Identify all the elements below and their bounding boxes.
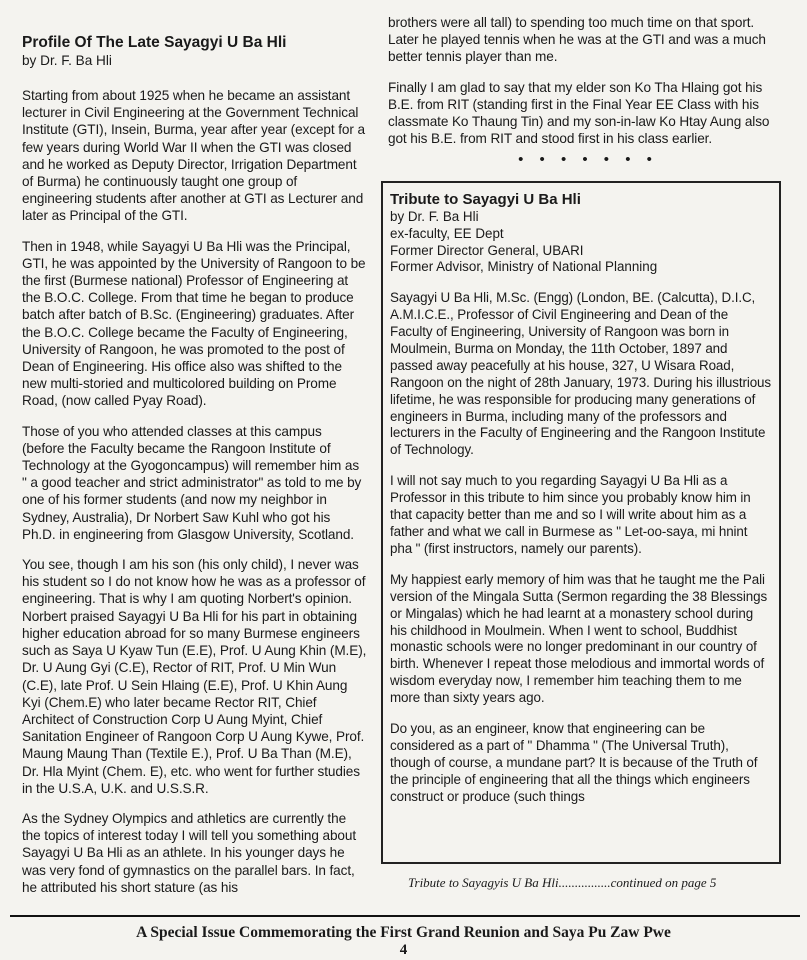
profile-continuation bbox=[388, 0, 788, 174]
tribute-paragraph: My happiest early memory of him was that he taught me the Pali version of the Mingala Sutta (Sermon regarding the 38 Blessings or Mingalas) which he had learnt at a monastery school during his childhood in Moulmein. When I went to school, Buddhist monastic schools were no longer predominant in our country of birth. Whenever I repeat those melodious and immortal words of wisdom everyday now, I remember him teaching them to me more than sixty years ago. bbox=[390, 571, 768, 706]
profile-paragraph: Then in 1948, while Sayagyi U Ba Hli was the Principal, GTI, he was appointed by the University of Rangoon to be the first (Burmese national) Professor of Engineering at the B.O.C. College. From that time he began to produce batch after batch of B.Sc. (Engineering) graduates. After the B.O.C. College became the Faculty of Engineering, University of Rangoon, he was promoted to the post of Dean of Engineering. His office also was shifted to the new multi-storied and multicolored building on Prome Road, (now called Pyay Road). bbox=[22, 238, 366, 409]
tribute-title: Tribute to Sayagyi U Ba Hli bbox=[390, 191, 581, 208]
continued-note: Tribute to Sayagyis U Ba Hli................continued on page 5 bbox=[408, 875, 717, 890]
profile-continuation-paragraph: brothers were all tall) to spending too much time on that sport. Later he played tennis when he was at the GTI and was a much better tennis player than me. bbox=[388, 15, 766, 65]
profile-paragraph: As the Sydney Olympics and athletics are currently the the topics of interest today I will tell you something about Sayagyi U Ba Hli as an athlete. In his younger days he was very fond of gymnastics on the parallel bars. In fact, he attributed his short stature (as his bbox=[22, 810, 357, 895]
tribute-role: Former Advisor, Ministry of National Planning bbox=[390, 259, 658, 275]
profile-paragraph: Those of you who attended classes at this campus (before the Faculty became the Rangoon Institute of Technology at the Gyogoncampus) will remember him as " a good teacher and strict administrator" as told to me by one of his former students (and now my neighbor in Sydney, Australia), Dr Norbert Saw Kuhl who got his Ph.D. in engineering from Glasgow University, Scotland. bbox=[22, 423, 362, 542]
issue-title: A Special Issue Commemorating the First Grand Reunion and Saya Pu Zaw Pwe bbox=[136, 924, 671, 941]
page-number: 4 bbox=[399, 942, 408, 958]
tribute-role: Former Director General, UBARI bbox=[390, 242, 584, 258]
section-separator: • • • • • • • bbox=[518, 151, 658, 169]
tribute-byline: by Dr. F. Ba Hli bbox=[390, 209, 479, 224]
tribute-paragraph: I will not say much to you regarding Sayagyi U Ba Hli as a Professor in this tribute to him since you probably know him in that capacity better than me and so I will write about him as a father and what we call in Burmese as " Let-oo-saya, mi hnint pha " (first instructors, namely our parents). bbox=[390, 473, 751, 556]
profile-paragraph: You see, though I am his son (his only child), I never was his student so I do not know how he was as a professor of engineering. That is why I am quoting Norbert's opinion. Norbert praised Sayagyi U Ba Hli for his part in obtaining higher education abroad for so many Burmese engineers such as Saya U Kyaw Tun (E.E), Prof. U Aung Khin (M.E), Dr. U Aung Gyi (C.E), Rector of RIT, Prof. U Min Wun (C.E), late Prof. U Sein Hlaing (E.E), Prof. U Khin Aung Kyi (Chem.E) who later became Rector RIT, Chief Architect of Construction Corp U Aung Myint, Chief Sanitation Engineer of Rangoon Corp U Aung Kywe, Prof. Maung Maung Than (Textile E.), Prof. U Ba Than (M.E), Dr. Hla Myint (Chem. E), etc. who went for further studies in the U.S.A, U.K. and U.S.S.R. bbox=[22, 557, 367, 796]
tribute-paragraph: Sayagyi U Ba Hli, M.Sc. (Engg) (London, BE. (Calcutta), D.I.C, A.M.I.C.E., Professor of Civil Engineering and Dean of the Faculty of Engineering, University of Rangoon was born in Moulmein, Burma on Monday, the 11th October, 1897 and passed away peacefully at his house, 327, U Wisara Road, Rangoon on the night of 28th January, 1973. During his illustrious lifetime, he was responsible for producing many generations of engineers in Burma, including many of the professors and lecturers in the Faculty of Engineering and the Rangoon Institute of Technology. bbox=[390, 290, 771, 458]
tribute-author-block bbox=[390, 209, 772, 276]
tribute-role: ex-faculty, EE Dept bbox=[390, 225, 504, 241]
tribute-paragraph: Do you, as an engineer, know that engineering can be considered as a part of " Dhamma " (The Universal Truth), though of course, a mundane part? It is because of the Truth of the principle of engineering that all the things which engineers construct or produce (such things bbox=[390, 721, 758, 804]
tribute-box bbox=[381, 181, 781, 864]
profile-article bbox=[22, 0, 367, 909]
profile-continuation-paragraph: Finally I am glad to say that my elder son Ko Tha Hlaing got his B.E. from RIT (standing first in the Final Year EE Class with his classmate Ko Thaung Tin) and my son-in-law Ko Htay Aung also got his B.E. from RIT and stood first in his class earlier. bbox=[388, 79, 770, 147]
profile-paragraph: Starting from about 1925 when he became an assistant lecturer in Civil Engineering at the Government Technical Institute (GTI), Insein, Burma, year after year (except for a few years during World War II when the GTI was closed and he worked as Deputy Director, Irrigation Department of Burma) he continuously taught one group of engineering students after another at GTI as Lecturer and later as Principal of the GTI. bbox=[22, 88, 365, 224]
profile-title: Profile Of The Late Sayagyi U Ba Hli bbox=[22, 34, 287, 51]
footer-rule bbox=[10, 915, 800, 917]
profile-byline: by Dr. F. Ba Hli bbox=[22, 53, 112, 68]
